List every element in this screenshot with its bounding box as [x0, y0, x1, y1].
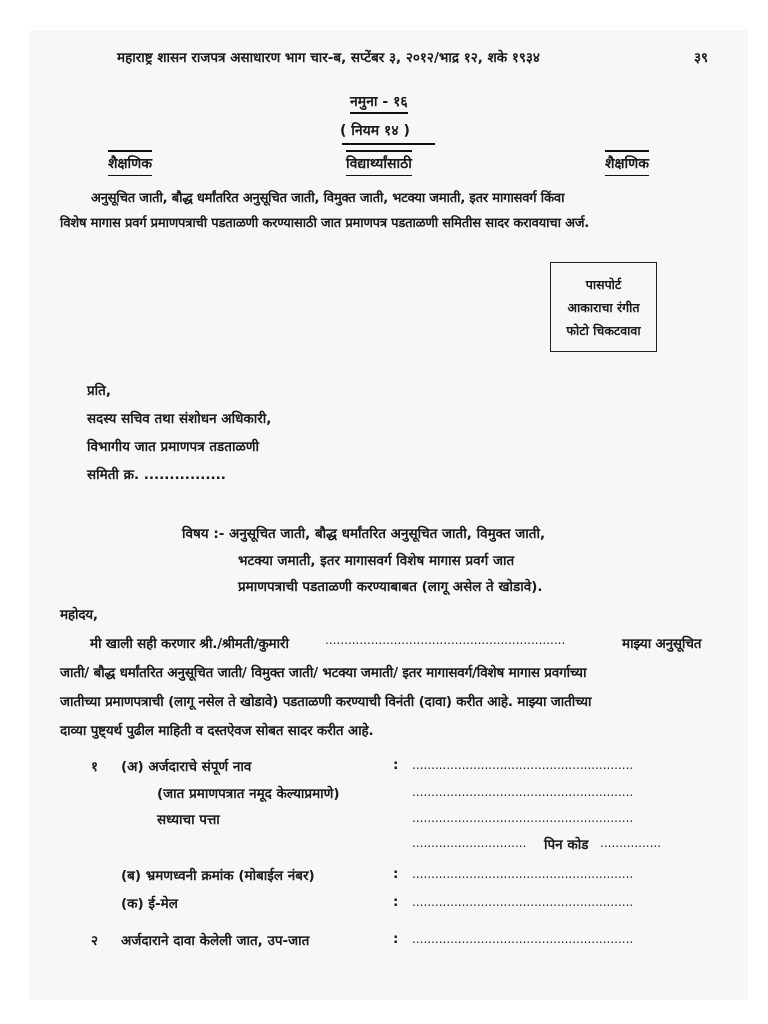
body-line-2: जाती/ बौद्ध धर्मांतरित अनुसूचित जाती/ विमुक्त जाती/ भटक्या जमाती/ इतर मागासवर्ग/विशेष मागास प्रवर्गाच्या — [60, 665, 587, 681]
item-2-colon: : — [393, 931, 399, 947]
gazette-header: महाराष्ट्र शासन राजपत्र असाधारण भाग चार-ब, सप्टेंबर ३, २०१२/भाद्र १२, शके १९३४ — [117, 50, 540, 66]
pin-code-blank[interactable]: ................ — [600, 836, 662, 850]
pin-code-label: पिन कोड — [544, 837, 589, 853]
body-line-1-start: मी खाली सही करणार श्री./श्रीमती/कुमारी — [90, 636, 289, 652]
rule-reference: ( नियम १४ ) — [340, 123, 410, 139]
item-1b-colon: : — [393, 866, 399, 882]
email-blank[interactable]: .......................................................... — [412, 895, 634, 909]
subject-line-2: भटक्या जमाती, इतर मागासवर्ग विशेष मागास प्रवर्ग जात — [238, 553, 515, 569]
caste-blank[interactable]: .......................................................... — [412, 932, 634, 946]
intro-line-2: विशेष मागास प्रवर्ग प्रमाणपत्राची पडताळणी करण्यासाठी जात प्रमाणपत्र पडताळणी समितीस सादर करावयाचा अर्ज. — [60, 216, 590, 231]
address-blank-2[interactable]: .............................. — [412, 836, 527, 850]
label-for-students — [346, 154, 412, 176]
address-line-2: विभागीय जात प्रमाणपत्र तडताळणी — [87, 439, 259, 455]
item-1a-colon: : — [393, 757, 399, 773]
item-1c-colon: : — [393, 894, 399, 910]
mobile-blank[interactable]: .......................................................... — [412, 867, 634, 881]
page-number: ३९ — [694, 50, 709, 66]
form-number-title: नमुना - १६ — [350, 92, 408, 114]
full-name-blank[interactable]: .......................................................... — [412, 758, 634, 772]
item-1a-label: (अ) अर्जदाराचे संपूर्ण नाव — [121, 759, 252, 775]
item-2-label: अर्जदाराने दावा केलेली जात, उप-जात — [121, 933, 310, 949]
address-line-1: सदस्य सचिव तथा संशोधन अधिकारी, — [87, 411, 272, 427]
body-line-1-end: माझ्या अनुसूचित — [622, 636, 702, 652]
label-text: विद्यार्थ्यांसाठी — [346, 156, 412, 172]
photo-box-line: आकाराचा रंगीत — [567, 299, 640, 315]
subject-line-1: विषय :- अनुसूचित जाती, बौद्ध धर्मांतरित अनुसूचित जाती, विमुक्त जाती, — [182, 526, 546, 542]
photo-box-line: फोटो चिकटवावा — [566, 322, 641, 338]
rule-underline — [342, 143, 435, 145]
intro-line-1: अनुसूचित जाती, बौद्ध धर्मांतरित अनुसूचित जाती, विमुक्त जाती, भटक्या जमाती, इतर मागासवर्ग किंवा — [91, 191, 565, 206]
item-2-number: २ — [91, 933, 99, 949]
label-educational-left — [108, 154, 152, 176]
full-name-blank-2[interactable]: .......................................................... — [412, 785, 634, 799]
salutation: महोदय, — [60, 607, 98, 623]
address-to: प्रति, — [87, 383, 112, 399]
item-1a-sublabel: (जात प्रमाणपत्रात नमूद केल्याप्रमाणे) — [157, 786, 340, 802]
address-blank-1[interactable]: .......................................................... — [412, 811, 634, 825]
item-1-number: १ — [91, 759, 99, 775]
label-overline — [605, 150, 649, 152]
photo-placeholder-box — [550, 262, 657, 352]
item-1c-label: (क) ई-मेल — [121, 896, 178, 912]
label-overline — [108, 150, 152, 152]
label-text: शैक्षणिक — [108, 156, 153, 172]
body-line-3: जातीच्या प्रमाणपत्राची (लागू नसेल ते खोडावे) पडताळणी करण्याची विनंती (दावा) करीत आहे. माझ्या जातीच्या — [60, 694, 592, 710]
address-line-3: समिती क्र. ................ — [87, 467, 226, 483]
label-overline — [346, 150, 412, 152]
item-1b-label: (ब) भ्रमणध्वनी क्रमांक (मोबाईल नंबर) — [121, 868, 315, 884]
subject-line-3: प्रमाणपत्राची पडताळणी करण्याबाबत (लागू असेल ते खोडावे). — [238, 579, 543, 595]
label-educational-right — [605, 154, 649, 176]
body-line-4: दाव्या पुष्ट्यर्थ पुढील माहिती व दस्तऐवज सोबत सादर करीत आहे. — [60, 723, 374, 739]
label-text: शैक्षणिक — [605, 156, 650, 172]
address-label: सध्याचा पत्ता — [157, 812, 220, 828]
photo-box-line: पासपोर्ट — [585, 276, 622, 292]
name-blank[interactable]: ............................................................... — [325, 633, 566, 647]
